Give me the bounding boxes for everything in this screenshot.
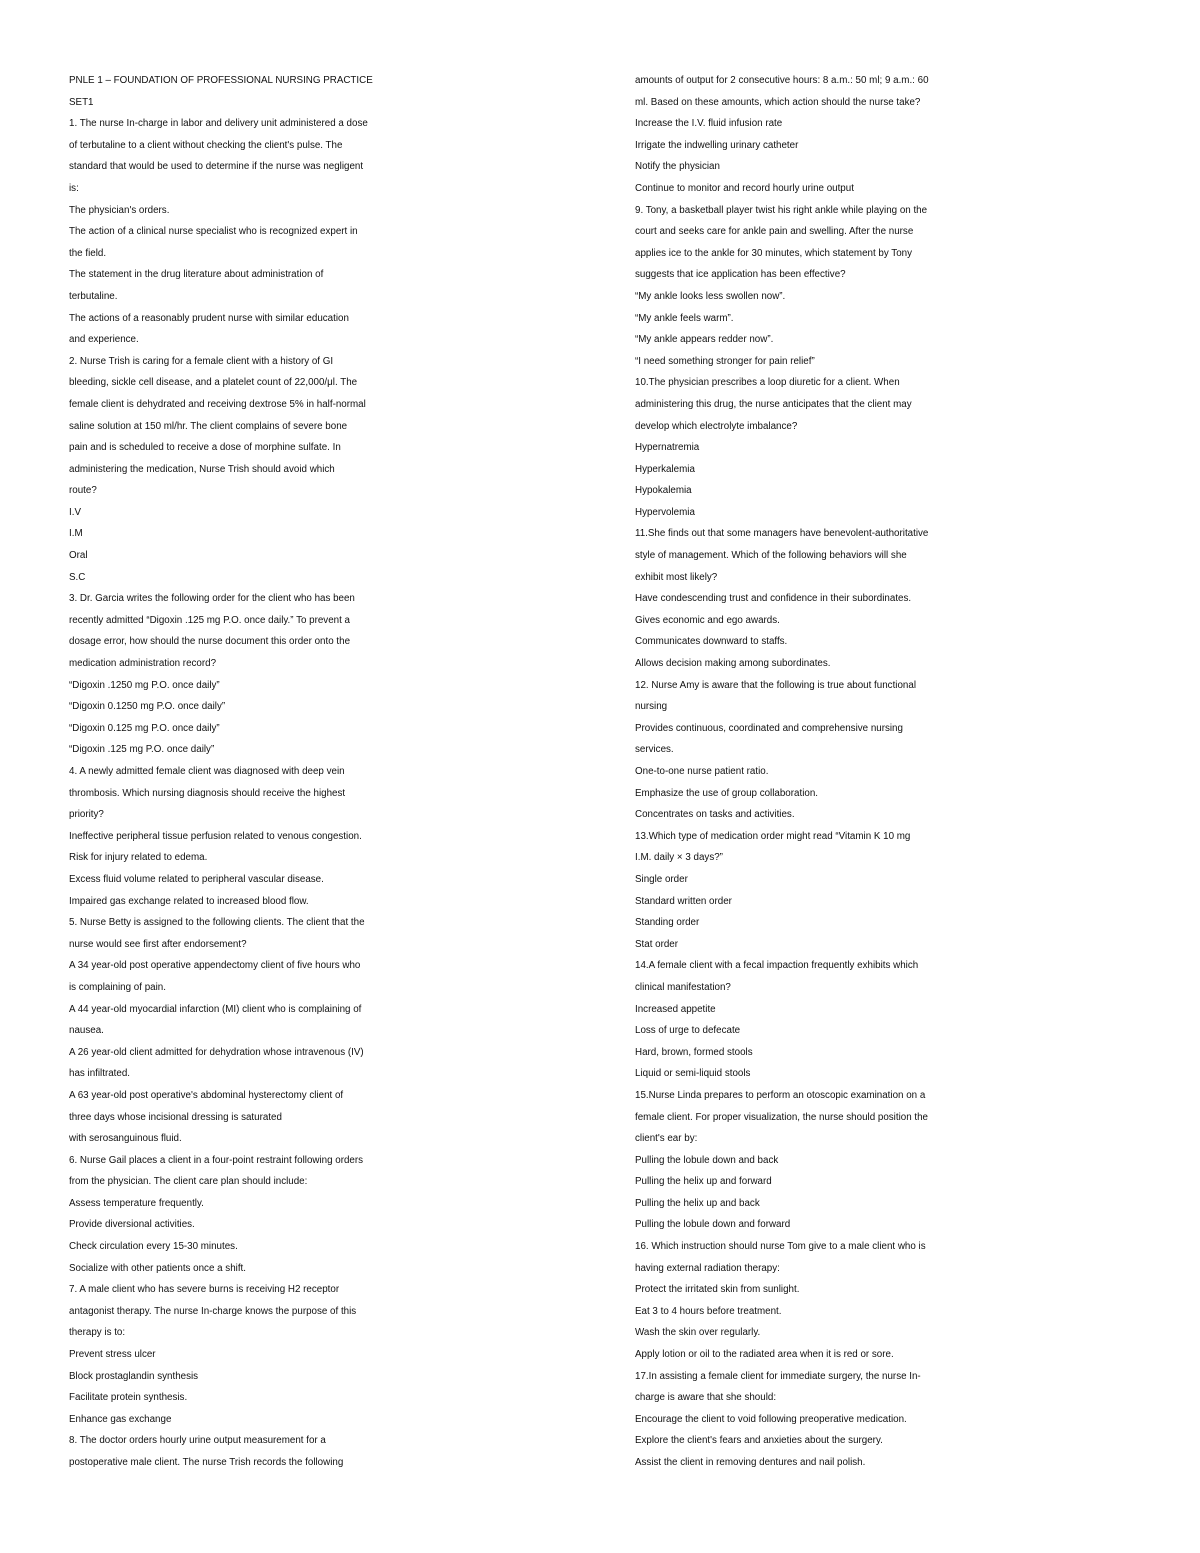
text-line: Emphasize the use of group collaboration. [635, 787, 818, 799]
text-line: The action of a clinical nurse specialist who is recognized expert in [69, 226, 358, 238]
text-line: Hypervolemia [635, 506, 695, 518]
text-line: pain and is scheduled to receive a dose of morphine sulfate. In [69, 442, 341, 454]
text-line: 5. Nurse Betty is assigned to the following clients. The client that the [69, 917, 365, 929]
text-line: Wash the skin over regularly. [635, 1327, 761, 1339]
text-line: Prevent stress ulcer [69, 1349, 156, 1361]
text-line: One-to-one nurse patient ratio. [635, 766, 769, 777]
left-column [69, 70, 629, 1474]
text-line: standard that would be used to determine if the nurse was negligent [69, 161, 364, 173]
text-line: Gives economic and ego awards. [635, 614, 780, 626]
text-line: administering the medication, Nurse Trish should avoid which [69, 463, 335, 475]
text-line: therapy is to: [69, 1327, 126, 1339]
text-line: saline solution at 150 ml/hr. The client complains of severe bone [69, 420, 348, 432]
text-line: Provides continuous, coordinated and comprehensive nursing [635, 722, 903, 734]
text-line: 15.Nurse Linda prepares to perform an otoscopic examination on a [635, 1089, 926, 1101]
text-line: The physician's orders. [69, 204, 170, 216]
text-line: of terbutaline to a client without checking the client's pulse. The [69, 139, 343, 151]
text-line: Socialize with other patients once a shift. [69, 1262, 246, 1274]
text-line: Have condescending trust and confidence in their subordinates. [635, 593, 912, 605]
text-line: route? [69, 485, 97, 497]
text-line: I.M. daily × 3 days?” [635, 852, 723, 864]
text-line: 8. The doctor orders hourly urine output measurement for a [69, 1435, 326, 1447]
text-line: I.V [69, 506, 81, 518]
text-line: Pulling the helix up and forward [635, 1176, 772, 1188]
right-column [635, 70, 1195, 1474]
text-line: administering this drug, the nurse anticipates that the client may [635, 398, 912, 410]
text-line: Stat order [635, 938, 679, 950]
text-line: medication administration record? [69, 658, 217, 670]
text-line: SET1 [69, 96, 94, 108]
text-line: the field. [69, 247, 107, 259]
text-line: 7. A male client who has severe burns is receiving H2 receptor [69, 1284, 340, 1296]
text-line: 12. Nurse Amy is aware that the following is true about functional [635, 679, 916, 691]
text-line: Increase the I.V. fluid infusion rate [635, 118, 783, 130]
text-line: priority? [69, 809, 104, 821]
text-line: I.M [69, 528, 83, 540]
text-line: Liquid or semi-liquid stools [635, 1068, 751, 1080]
text-line: client's ear by: [635, 1133, 698, 1145]
text-line: Pulling the lobule down and forward [635, 1219, 791, 1231]
text-line: 16. Which instruction should nurse Tom give to a male client who is [635, 1241, 926, 1253]
text-line: having external radiation therapy: [635, 1262, 780, 1274]
text-line: 6. Nurse Gail places a client in a four-point restraint following orders [69, 1154, 364, 1166]
text-line: Check circulation every 15-30 minutes. [69, 1241, 238, 1253]
text-line: “Digoxin .125 mg P.O. once daily” [69, 744, 215, 756]
text-line: female client is dehydrated and receiving dextrose 5% in half-normal [69, 398, 366, 410]
text-line: recently admitted “Digoxin .125 mg P.O. once daily.” To prevent a [69, 614, 350, 626]
text-line: Encourage the client to void following preoperative medication. [635, 1413, 907, 1425]
text-line: 2. Nurse Trish is caring for a female client with a history of GI [69, 355, 334, 367]
text-line: Irrigate the indwelling urinary catheter [635, 139, 799, 151]
text-line: “Digoxin 0.1250 mg P.O. once daily” [69, 701, 226, 713]
text-line: bleeding, sickle cell disease, and a platelet count of 22,000/μl. The [69, 377, 358, 389]
text-line: Allows decision making among subordinates. [635, 658, 831, 670]
text-line: Facilitate protein synthesis. [69, 1392, 188, 1404]
text-line: Pulling the lobule down and back [635, 1154, 779, 1166]
text-line: is: [69, 182, 79, 194]
text-line: Hypernatremia [635, 442, 700, 454]
text-line: is complaining of pain. [69, 981, 166, 993]
text-line: S.C [69, 571, 86, 583]
text-line: Block prostaglandin synthesis [69, 1370, 199, 1382]
text-line: applies ice to the ankle for 30 minutes, which statement by Tony [635, 247, 913, 259]
text-line: nausea. [69, 1025, 104, 1037]
text-line: Hypokalemia [635, 485, 692, 497]
text-line: The actions of a reasonably prudent nurse with similar education [69, 312, 349, 324]
text-line: Protect the irritated skin from sunlight. [635, 1284, 800, 1296]
text-line: Concentrates on tasks and activities. [635, 809, 795, 821]
text-line: charge is aware that she should: [635, 1392, 777, 1404]
text-line: A 44 year-old myocardial infarction (MI) client who is complaining of [69, 1003, 362, 1015]
text-line: amounts of output for 2 consecutive hours: 8 a.m.: 50 ml; 9 a.m.: 60 [635, 75, 929, 86]
text-line: Explore the client's fears and anxieties about the surgery. [635, 1435, 883, 1447]
text-line: A 63 year-old post operative's abdominal hysterectomy client of [69, 1089, 344, 1101]
text-line: Hard, brown, formed stools [635, 1046, 753, 1058]
text-line: suggests that ice application has been effective? [635, 269, 846, 281]
text-line: from the physician. The client care plan should include: [69, 1176, 308, 1188]
text-line: Ineffective peripheral tissue perfusion related to venous congestion. [69, 830, 362, 842]
text-line: female client. For proper visualization, the nurse should position the [635, 1111, 928, 1123]
text-line: 13.Which type of medication order might read “Vitamin K 10 mg [635, 830, 911, 842]
text-line: nurse would see first after endorsement? [69, 938, 247, 950]
text-line: Loss of urge to defecate [635, 1025, 741, 1037]
text-line: Enhance gas exchange [69, 1413, 172, 1425]
text-line: Single order [635, 873, 688, 885]
text-line: court and seeks care for ankle pain and swelling. After the nurse [635, 226, 914, 238]
text-line: Notify the physician [635, 161, 720, 173]
text-line: A 26 year-old client admitted for dehydration whose intravenous (IV) [69, 1046, 364, 1058]
text-line: terbutaline. [69, 290, 118, 302]
text-line: services. [635, 744, 674, 756]
text-line: A 34 year-old post operative appendectomy client of five hours who [69, 960, 361, 972]
text-line: Oral [69, 550, 88, 562]
text-line: Hyperkalemia [635, 463, 695, 475]
text-line: style of management. Which of the following behaviors will she [635, 550, 907, 562]
text-line: Increased appetite [635, 1003, 716, 1015]
text-line: Risk for injury related to edema. [69, 852, 208, 864]
text-line: ml. Based on these amounts, which action should the nurse take? [635, 96, 921, 108]
text-line: Assess temperature frequently. [69, 1197, 204, 1209]
text-line: antagonist therapy. The nurse In-charge knows the purpose of this [69, 1305, 357, 1317]
text-line: Continue to monitor and record hourly urine output [635, 182, 854, 194]
text-line: Eat 3 to 4 hours before treatment. [635, 1305, 782, 1317]
text-line: Standard written order [635, 895, 732, 907]
text-line: exhibit most likely? [635, 571, 718, 583]
text-line: 14.A female client with a fecal impaction frequently exhibits which [635, 960, 919, 972]
text-line: 3. Dr. Garcia writes the following order for the client who has been [69, 593, 355, 605]
text-line: “Digoxin 0.125 mg P.O. once daily” [69, 722, 220, 734]
text-line: Pulling the helix up and back [635, 1197, 760, 1209]
text-line: clinical manifestation? [635, 981, 731, 993]
text-line: The statement in the drug literature about administration of [69, 269, 324, 281]
text-line: and experience. [69, 334, 139, 346]
text-line: PNLE 1 – FOUNDATION OF PROFESSIONAL NURSING PRACTICE [69, 75, 373, 86]
text-line: “My ankle looks less swollen now”. [635, 290, 786, 302]
text-line: 4. A newly admitted female client was diagnosed with deep vein [69, 766, 345, 777]
text-line: 17.In assisting a female client for immediate surgery, the nurse In- [635, 1370, 921, 1382]
text-line: thrombosis. Which nursing diagnosis should receive the highest [69, 787, 346, 799]
text-line: “Digoxin .1250 mg P.O. once daily” [69, 679, 220, 691]
text-line: Assist the client in removing dentures and nail polish. [635, 1457, 866, 1468]
text-line: three days whose incisional dressing is saturated [69, 1111, 282, 1123]
text-line: develop which electrolyte imbalance? [635, 420, 798, 432]
text-line: with serosanguinous fluid. [69, 1133, 182, 1145]
text-line: “My ankle feels warm”. [635, 312, 734, 324]
text-line: nursing [635, 701, 668, 713]
text-line: Excess fluid volume related to peripheral vascular disease. [69, 873, 324, 885]
text-line: Apply lotion or oil to the radiated area when it is red or sore. [635, 1349, 894, 1361]
text-line: Standing order [635, 917, 700, 929]
text-line: 9. Tony, a basketball player twist his right ankle while playing on the [635, 204, 928, 216]
text-line: Communicates downward to staffs. [635, 636, 788, 648]
text-line: 10.The physician prescribes a loop diuretic for a client. When [635, 377, 900, 389]
text-line: Impaired gas exchange related to increased blood flow. [69, 895, 309, 907]
text-line: postoperative male client. The nurse Trish records the following [69, 1457, 344, 1468]
text-line: Provide diversional activities. [69, 1219, 195, 1231]
text-line: 11.She finds out that some managers have benevolent-authoritative [635, 528, 929, 540]
text-line: “My ankle appears redder now”. [635, 334, 774, 346]
text-line: “I need something stronger for pain relief” [635, 355, 815, 367]
text-line: has infiltrated. [69, 1068, 130, 1080]
text-line: 1. The nurse In-charge in labor and delivery unit administered a dose [69, 118, 368, 130]
text-line: dosage error, how should the nurse document this order onto the [69, 636, 351, 648]
